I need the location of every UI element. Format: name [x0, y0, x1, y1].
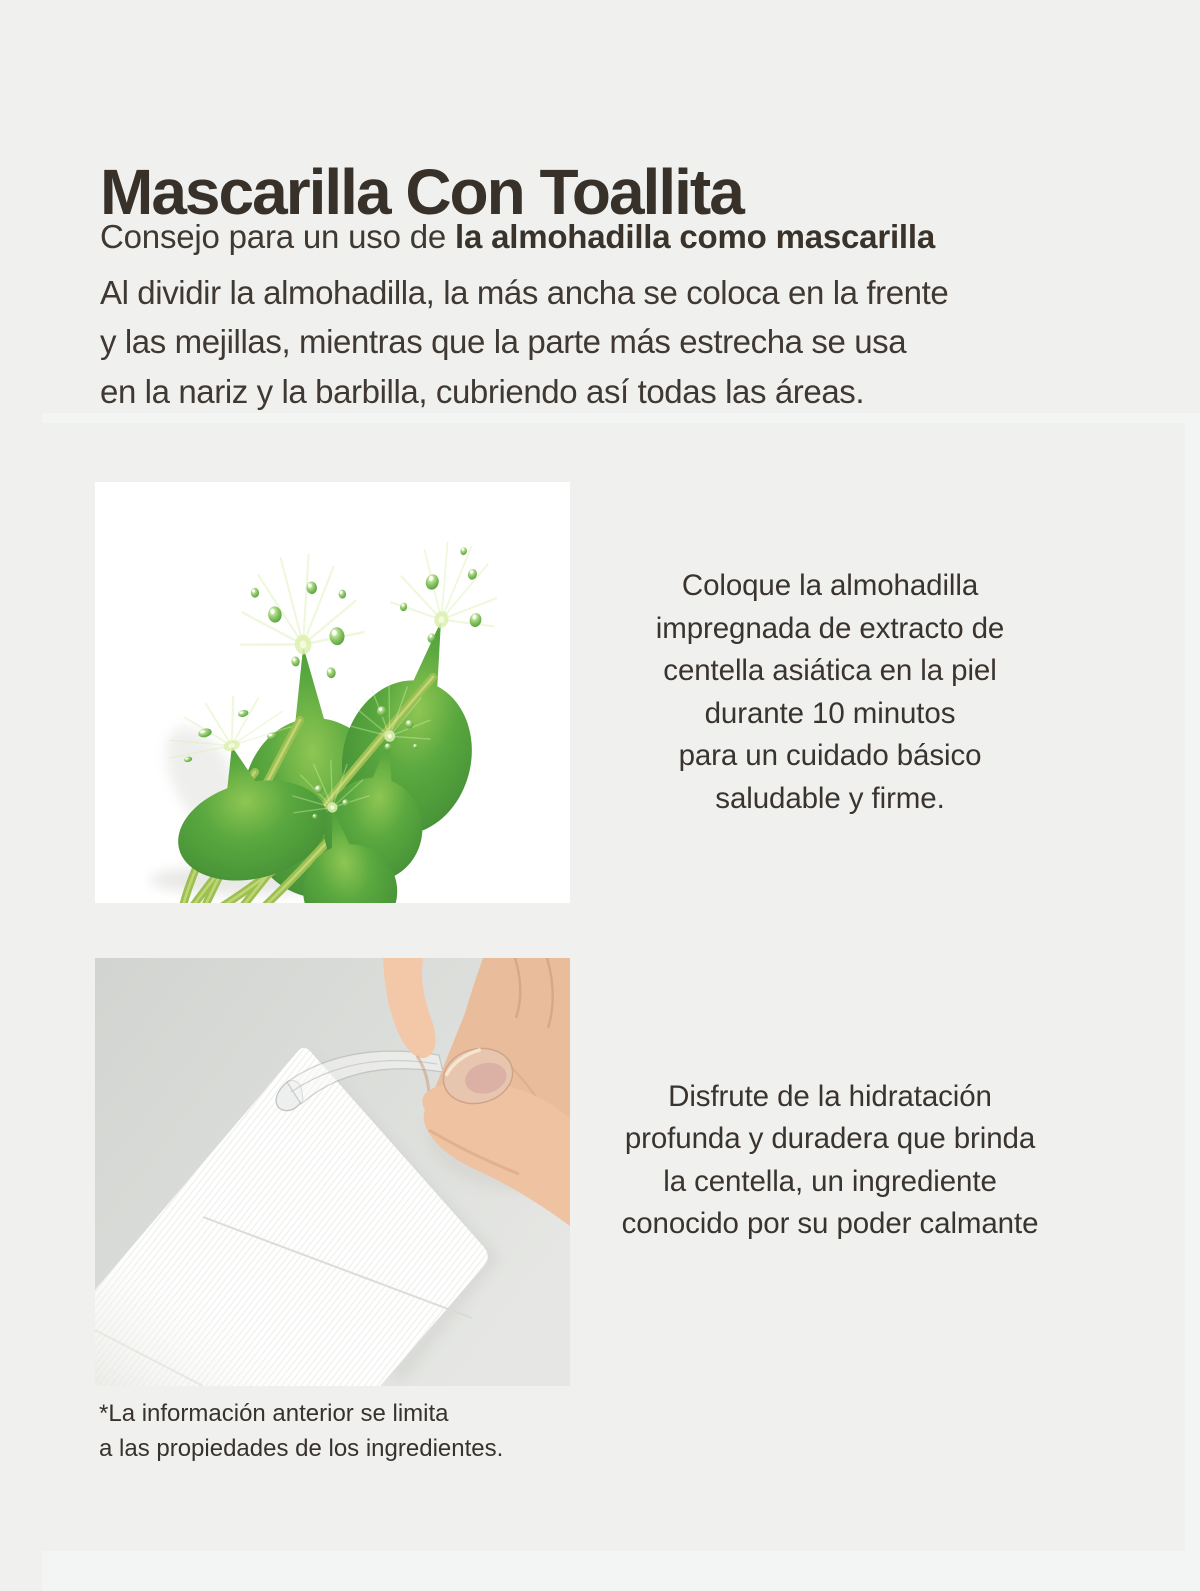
intro-line: Al dividir la almohadilla, la más ancha se coloca en la frente [100, 274, 949, 311]
footnote-line: *La información anterior se limita [99, 1400, 449, 1427]
step-2-line: la centella, un ingrediente [663, 1164, 997, 1198]
intro-paragraph [100, 268, 1100, 416]
subtitle-prefix: Consejo para un uso de [100, 218, 455, 255]
hand-pad-photo [95, 958, 570, 1386]
page-title: Mascarilla Con Toallita [100, 155, 743, 228]
step-1-line: Coloque la almohadilla [681, 569, 979, 602]
step-1-line: saludable y firme. [715, 781, 945, 815]
step-2-line: Disfrute de la hidratación [668, 1079, 992, 1113]
centella-leaves-photo [95, 482, 570, 903]
step-1-line: impregnada de extracto de [655, 611, 1005, 645]
panel-gutter-right [1185, 413, 1200, 1591]
footnote-line: a las propiedades de los ingredientes. [99, 1435, 504, 1462]
footnote [99, 1396, 799, 1466]
step-1-text [555, 482, 1105, 903]
step-1-line: centella asiática en la piel [663, 654, 997, 687]
step-2-line: conocido por su poder calmante [621, 1207, 1039, 1240]
subtitle [100, 217, 1120, 257]
step-2-text [555, 958, 1105, 1363]
step-1-line: para un cuidado básico [678, 739, 982, 772]
intro-line: y las mejillas, mientras que la parte más estrecha se usa [100, 323, 907, 361]
hand-pad-illustration [95, 958, 570, 1386]
subtitle-emphasis: la almohadilla como mascarilla [454, 218, 936, 255]
centella-leaves-illustration [95, 482, 570, 903]
step-2-line: profunda y duradera que brinda [624, 1122, 1036, 1155]
intro-line: en la nariz y la barbilla, cubriendo así todas las áreas. [100, 372, 865, 410]
step-1-line: durante 10 minutos [704, 696, 956, 730]
panel-gutter-bottom [42, 1551, 1185, 1591]
